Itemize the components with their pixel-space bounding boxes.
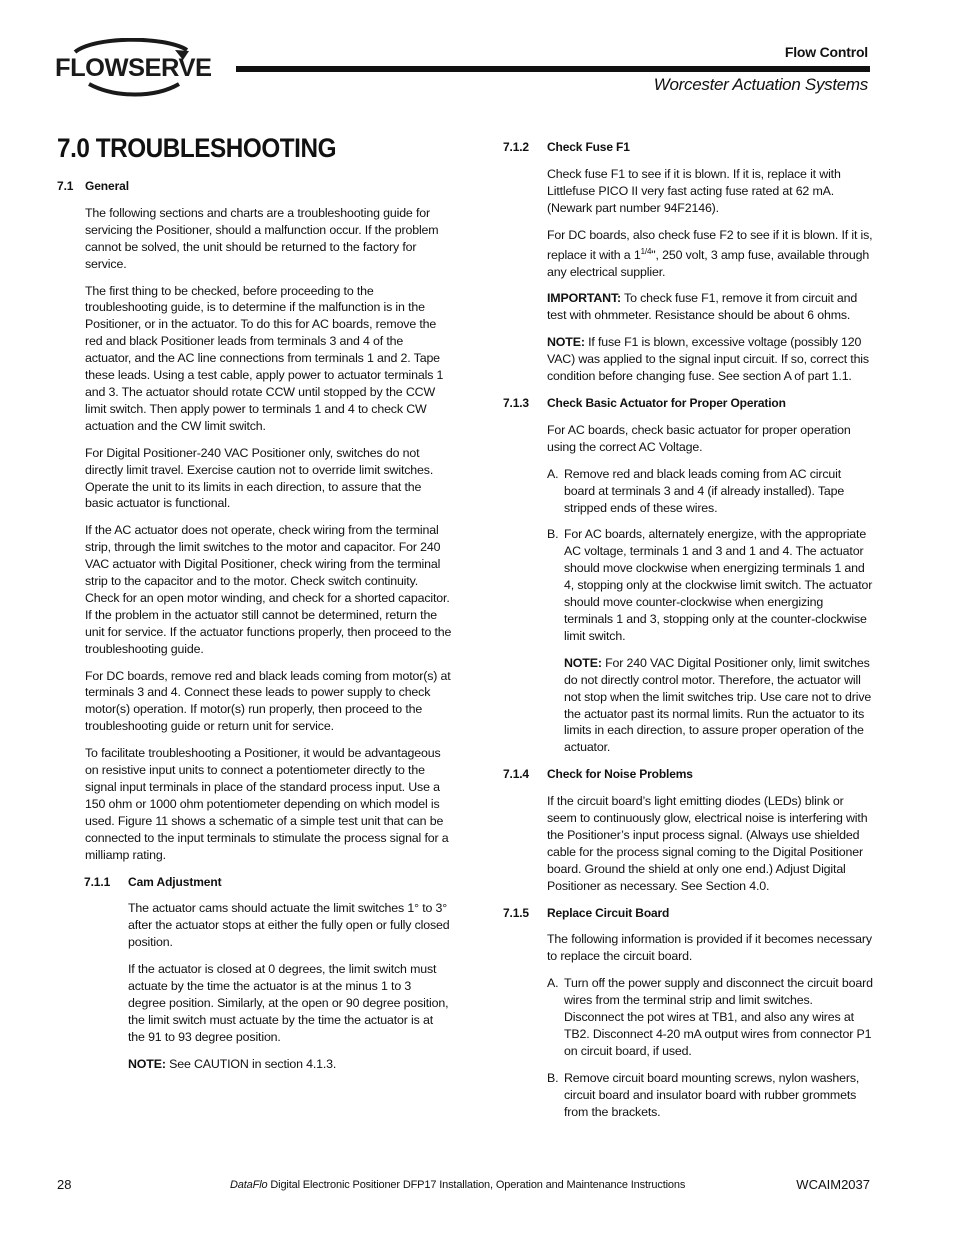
note-label: NOTE: [128, 1056, 166, 1071]
header-rule [236, 66, 870, 72]
important-label: IMPORTANT: [547, 291, 621, 306]
list-text: Remove red and black leads coming from AC circuit board at terminals 3 and 4 (if already installed). Tape stripped ends of these wires. [564, 466, 845, 515]
list-text: Remove circuit board mounting screws, nylon washers, circuit board and insulator board with rubber grommets from the brackets. [564, 1070, 860, 1119]
section-title: Check Fuse F1 [547, 140, 630, 154]
paragraph: To facilitate troubleshooting a Positioner, it would be advantageous on resistive input units to connect a potentiometer directly to the signal input terminals in place of the standard process input. Use a 150 ohm or 1000 ohm potentiometer depending on which model is used. Figure 11 shows a schematic of a simple test unit that can be connected to the input terminals to stimulate the process signal for a milliamp rating. [85, 746, 449, 862]
note-label: NOTE: [564, 655, 602, 670]
note-label: NOTE: [547, 335, 585, 350]
paragraph: For AC boards, check basic actuator for proper operation using the correct AC Voltage. [547, 422, 851, 454]
paragraph: The first thing to be checked, before proceeding to the troubleshooting guide, is to determine if the malfunction is in the Positioner, or in the actuator. To do this for AC boards, remove the red and black Positioner leads from terminals 3 and 4 of the actuator, and the AC line connections from terminals 1 and 2. Tape these leads. Using a test cable, apply power to actuator terminals 1 and 3. The actuator should rotate CCW until stopped by the CCW limit switch. Then apply power to terminals 1 and 4 to check CW actuation and the CW limit switch. [85, 283, 444, 433]
note [564, 655, 873, 756]
paragraph: The actuator cams should actuate the limit switches 1° to 3° after the actuator stops at either the fully open or fully closed position. [128, 901, 450, 950]
section-heading-7-1-3 [503, 395, 873, 412]
important-note [547, 290, 873, 324]
note-text: See CAUTION in section 4.1.3. [165, 1056, 337, 1071]
list-item [547, 1070, 873, 1121]
note [128, 1056, 452, 1073]
paragraph: If the actuator is closed at 0 degrees, the limit switch must actuate by the time the actuator is at the minus 1 to 3 degree position. Similarly, at the open or 90 degree position, the limit switch must actuate by the time the actuator is at the 91 to 93 degree position. [128, 962, 449, 1044]
logo-wordmark: FLOWSERVE [55, 54, 212, 82]
text-run: For DC boards, also check fuse F2 to see if it is blown. If it is, replace it with a 1 [547, 227, 873, 262]
note [547, 334, 873, 385]
header-division: Worcester Actuation Systems [653, 75, 868, 94]
paragraph: The following information is provided if it becomes necessary to replace the circuit board. [547, 932, 872, 964]
note-text: For 240 VAC Digital Positioner only, limit switches do not directly control motor. Therefore, the actuator will not stop when the limit switches trip. Use care not to drive the actuator past its normal limits. Run the actuator to its limits in each direction, to assure proper operation of the actuator. [564, 655, 872, 755]
section-heading-7-1-2 [503, 139, 873, 156]
section-number: 7.1.4 [503, 767, 529, 782]
section-heading-7-1 [57, 178, 452, 195]
important-text: To check fuse F1, remove it from circuit and test with ohmmeter. Resistance should be about 6 ohms. [547, 291, 858, 323]
right-column [503, 139, 873, 1131]
list-item [547, 975, 873, 1060]
document-code: WCAIM2037 [796, 1177, 870, 1192]
paragraph: For Digital Positioner-240 VAC Positioner only, switches do not directly limit travel. Exercise caution not to override limit switches. Operate the unit to its limits in each direction, to assure that the basic actuator is functional. [85, 445, 434, 511]
paragraph [547, 227, 873, 281]
header-flow-control: Flow Control [784, 44, 868, 60]
list-marker: A. [547, 466, 559, 481]
section-heading-7-1-1 [84, 874, 452, 891]
section-number: 7.1.1 [84, 874, 111, 889]
paragraph: Check fuse F1 to see if it is blown. If it is, replace it with Littlefuse PICO II very fast acting fuse rated at 62 mA. (Newark part number 94F2146). [547, 166, 841, 215]
section-number: 7.1.3 [503, 396, 529, 410]
footer-document-title [230, 1179, 685, 1191]
section-heading-7-1-4 [503, 766, 873, 783]
section-number: 7.1 [57, 179, 74, 193]
section-title: General [85, 179, 129, 193]
flowserve-logo [55, 38, 215, 100]
section-number: 7.1.5 [503, 905, 529, 920]
list-marker: B. [547, 1070, 559, 1085]
list-marker: B. [547, 527, 559, 542]
list-item [547, 466, 873, 517]
section-title: Replace Circuit Board [547, 905, 670, 920]
section-heading-7-1-5 [503, 905, 873, 922]
page-number: 28 [57, 1177, 72, 1192]
document-title: Digital Electronic Positioner DFP17 Installation, Operation and Maintenance Instructions [267, 1179, 686, 1191]
section-title: Check Basic Actuator for Proper Operation [547, 396, 786, 410]
text-run: ", 250 volt, 3 amp fuse, available through any electrical supplier. [547, 247, 870, 279]
section-number: 7.1.2 [503, 140, 529, 154]
section-title: Cam Adjustment [128, 874, 222, 889]
fraction: 1/4 [640, 246, 652, 256]
paragraph: For DC boards, remove red and black leads coming from motor(s) at terminals 3 and 4. Connect these leads to power supply to check motor(s) operation. If motor(s) run properly, then proceed to the troubleshooting guide or return unit for service. [85, 668, 451, 734]
paragraph: The following sections and charts are a troubleshooting guide for servicing the Positioner, should a malfunction occur. If the problem cannot be solved, the unit should be returned to the factory for service. [85, 205, 439, 271]
section-title: Check for Noise Problems [547, 767, 693, 782]
list-marker: A. [547, 976, 559, 991]
list-text: Turn off the power supply and disconnect the circuit board wires from the terminal strip and limit switches. Disconnect the pot wires at TB1, and also any wires at TB2. Disconnect 4-20 mA output wires from connector P1 on circuit board, if used. [564, 976, 873, 1058]
paragraph: If the AC actuator does not operate, check wiring from the terminal strip, through the limit switches to the motor and capacitor. For 240 VAC actuator with Digital Positioner, check wiring from the terminal strip to the capacitor and to the motor. Check switch continuity. Check for an open motor winding, and check for a shorted capacitor. If the problem in the actuator still cannot be determined, return the unit for service. If the actuator functions properly, then proceed to the troubleshooting guide. [85, 523, 452, 656]
note-text: If fuse F1 is blown, excessive voltage (possibly 120 VAC) was applied to the signal input circuit. If so, correct this condition before changing fuse. See section A of part 1.1. [547, 335, 869, 384]
list-text: For AC boards, alternately energize, with the appropriate AC voltage, terminals 1 and 3 and 1 and 4. The actuator should move clockwise when energizing terminals 1 and 4, stopping only at the clockwise limit switch. The actuator should move counter-clockwise when energizing terminals 1 and 3, stopping only at the counter-clockwise limit switch. [564, 527, 873, 643]
paragraph: If the circuit board’s light emitting diodes (LEDs) blink or seem to continuously glow, electrical noise is interfering with the Positioner’s input process signal. (Always use shielded cable for the process signal coming to the Digital Positioner board. Ground the shield at only one end.) Adjust Digital Positioner as necessary. See Section 4.0. [547, 794, 868, 893]
left-column [57, 178, 452, 1083]
product-name: DataFlo [230, 1179, 268, 1191]
page-title: 7.0 TROUBLESHOOTING [57, 133, 337, 163]
list-item [547, 526, 873, 644]
